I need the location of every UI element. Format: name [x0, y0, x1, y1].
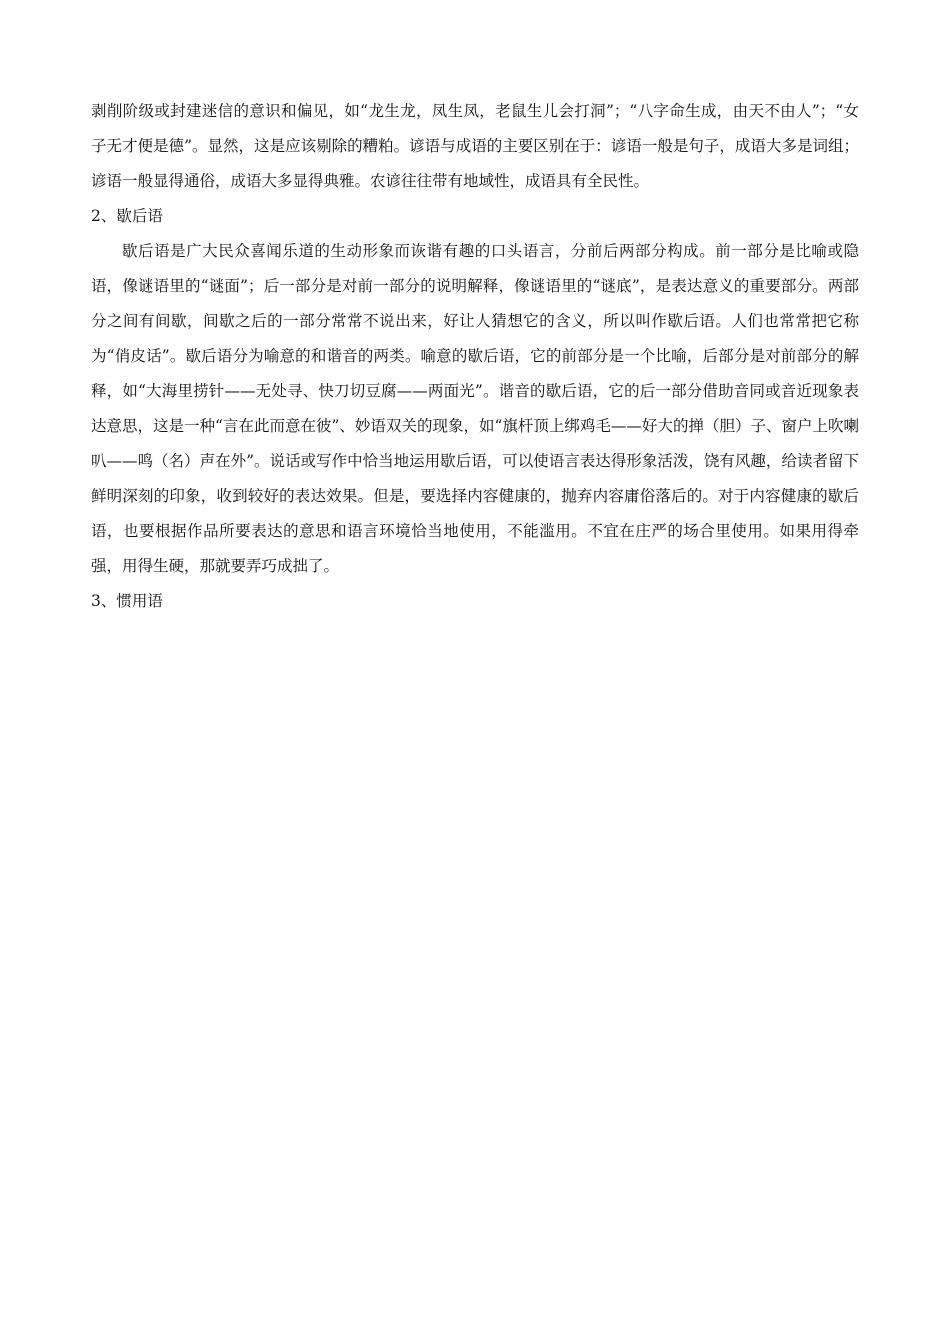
paragraph-proverbs-continued: 剥削阶级或封建迷信的意识和偏见，如“龙生龙，凤生凤，老鼠生儿会打洞”；“八字命生成，由天不由人”；“女子无才便是德”。显然，这是应该剔除的糟粕。谚语与成语的主要区别在于：谚语一般是句子，成语大多是词组；谚语一般显得通俗，成语大多显得典雅。农谚往往带有地域性，成语具有全民性。 — [91, 102, 859, 190]
document-page — [91, 94, 859, 619]
section-heading-xiehouyu: 2、歇后语 — [91, 207, 163, 225]
paragraph-xiehouyu: 歇后语是广大民众喜闻乐道的生动形象而诙谐有趣的口头语言，分前后两部分构成。前一部分是比喻或隐语，像谜语里的“谜面”；后一部分是对前一部分的说明解释，像谜语里的“谜底”，是表达意义的重要部分。两部分之间有间歇，间歇之后的一部分常常不说出来，好让人猜想它的含义，所以叫作歇后语。人们也常常把它称为“俏皮话”。歇后语分为喻意的和谐音的两类。喻意的歇后语，它的前部分是一个比喻，后部分是对前部分的解释，如“大海里捞针——无处寻、快刀切豆腐——两面光”。谐音的歇后语，它的后一部分借助音同或音近现象表达意思，这是一种“言在此而意在彼”、妙语双关的现象，如“旗杆顶上绑鸡毛——好大的掸（胆）子、窗户上吹喇叭——鸣（名）声在外”。说话或写作中恰当地运用歇后语，可以使语言表达得形象活泼，饶有风趣，给读者留下鲜明深刻的印象，收到较好的表达效果。但是，要选择内容健康的，抛弃内容庸俗落后的。对于内容健康的歇后语，也要根据作品所要表达的意思和语言环境恰当地使用，不能滥用。不宜在庄严的场合里使用。如果用得牵强，用得生硬，那就要弄巧成拙了。 — [91, 242, 859, 575]
section-heading-guanyongyu: 3、惯用语 — [91, 592, 163, 610]
